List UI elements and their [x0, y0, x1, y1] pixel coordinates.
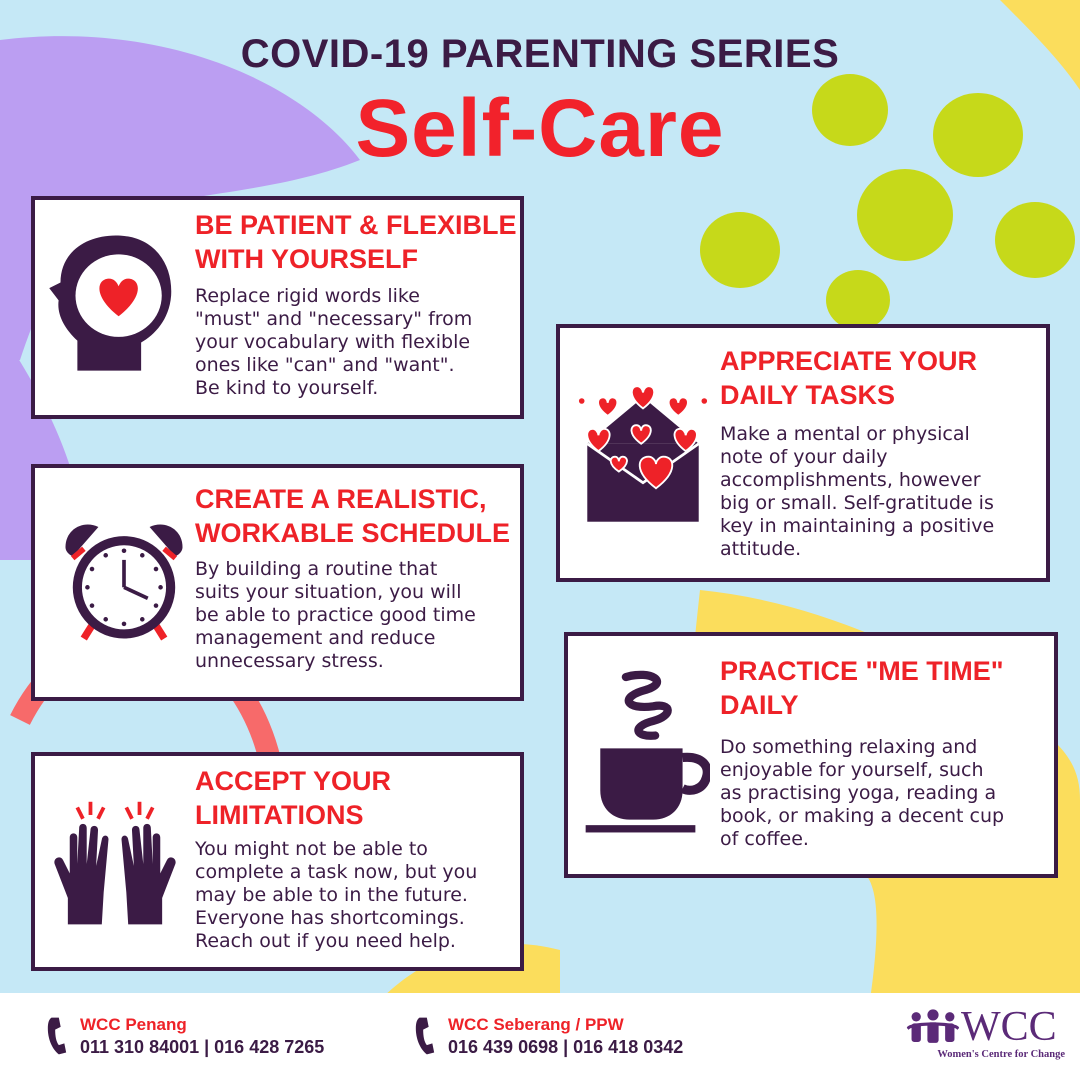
card-body-line: Replace rigid words like	[195, 285, 420, 307]
people-icon	[905, 1009, 961, 1047]
contact-numbers[interactable]: 016 439 0698 | 016 418 0342	[448, 1037, 684, 1057]
card-me-time	[564, 632, 1058, 878]
card-body-line: By building a routine that	[195, 558, 438, 580]
card-heading-line: DAILY	[720, 690, 799, 720]
card-body-line: key in maintaining a positive	[720, 515, 995, 537]
contact-name: WCC Seberang / PPW	[448, 1015, 624, 1034]
card-body-line: ones like "can" and "want".	[195, 354, 455, 376]
card-body-line: unnecessary stress.	[195, 650, 384, 672]
card-body-line: Do something relaxing and	[720, 736, 978, 758]
card-body-line: You might not be able to	[195, 838, 428, 860]
card-body-line: Make a mental or physical	[720, 423, 970, 445]
card-body-line: enjoyable for yourself, such	[720, 759, 984, 781]
footer	[0, 993, 1080, 1080]
card-body-line: be able to practice good time	[195, 604, 476, 626]
card-appreciate-tasks	[556, 324, 1050, 582]
card-body-line: attitude.	[720, 538, 802, 560]
card-body-line: suits your situation, you will	[195, 581, 462, 603]
card-heading-line: CREATE A REALISTIC,	[195, 484, 487, 514]
wcc-logo	[905, 1004, 1065, 1067]
card-patient-flexible	[31, 196, 524, 419]
card-body-line: Everyone has shortcomings.	[195, 907, 465, 929]
alarm-clock-icon	[60, 516, 188, 644]
logo-text: WCC	[961, 1004, 1057, 1050]
card-body-line: management and reduce	[195, 627, 436, 649]
card-body-line: book, or making a decent cup	[720, 805, 1005, 827]
head-heart-icon	[47, 230, 179, 380]
card-heading-line: BE PATIENT & FLEXIBLE	[195, 210, 517, 240]
envelope-hearts-icon	[578, 378, 708, 528]
card-heading-line: WORKABLE SCHEDULE	[195, 518, 510, 548]
card-body-line: big or small. Self-gratitude is	[720, 492, 994, 514]
card-heading-line: LIMITATIONS	[195, 800, 364, 830]
phone-icon	[414, 1015, 436, 1057]
card-body-line: accomplishments, however	[720, 469, 981, 491]
card-accept-limitations	[31, 752, 524, 971]
raised-hands-icon	[49, 798, 181, 930]
series-title: COVID-19 PARENTING SERIES	[240, 32, 840, 76]
card-body-line: may be able to in the future.	[195, 884, 468, 906]
card-heading-line: ACCEPT YOUR	[195, 766, 392, 796]
coffee-cup-icon	[582, 662, 710, 842]
card-body-line: note of your daily	[720, 446, 888, 468]
card-heading-line: PRACTICE "ME TIME"	[720, 656, 1004, 686]
logo-tagline: Women's Centre for Change	[937, 1049, 1065, 1060]
card-body-line: Be kind to yourself.	[195, 377, 379, 399]
phone-icon	[46, 1015, 68, 1057]
card-body-line: complete a task now, but you	[195, 861, 478, 883]
card-body-line: of coffee.	[720, 828, 809, 850]
card-body-line: "must" and "necessary" from	[195, 308, 473, 330]
card-body-line: your vocabulary with flexible	[195, 331, 471, 353]
card-heading-line: DAILY TASKS	[720, 380, 896, 410]
card-body-line: as practising yoga, reading a	[720, 782, 997, 804]
card-heading-line: APPRECIATE YOUR	[720, 346, 978, 376]
contact-numbers[interactable]: 011 310 84001 | 016 428 7265	[80, 1037, 325, 1057]
contact-name: WCC Penang	[80, 1015, 187, 1034]
card-body-line: Reach out if you need help.	[195, 930, 456, 952]
card-heading-line: WITH YOURSELF	[195, 244, 419, 274]
card-realistic-schedule	[31, 464, 524, 701]
page-title: Self-Care	[355, 83, 725, 174]
